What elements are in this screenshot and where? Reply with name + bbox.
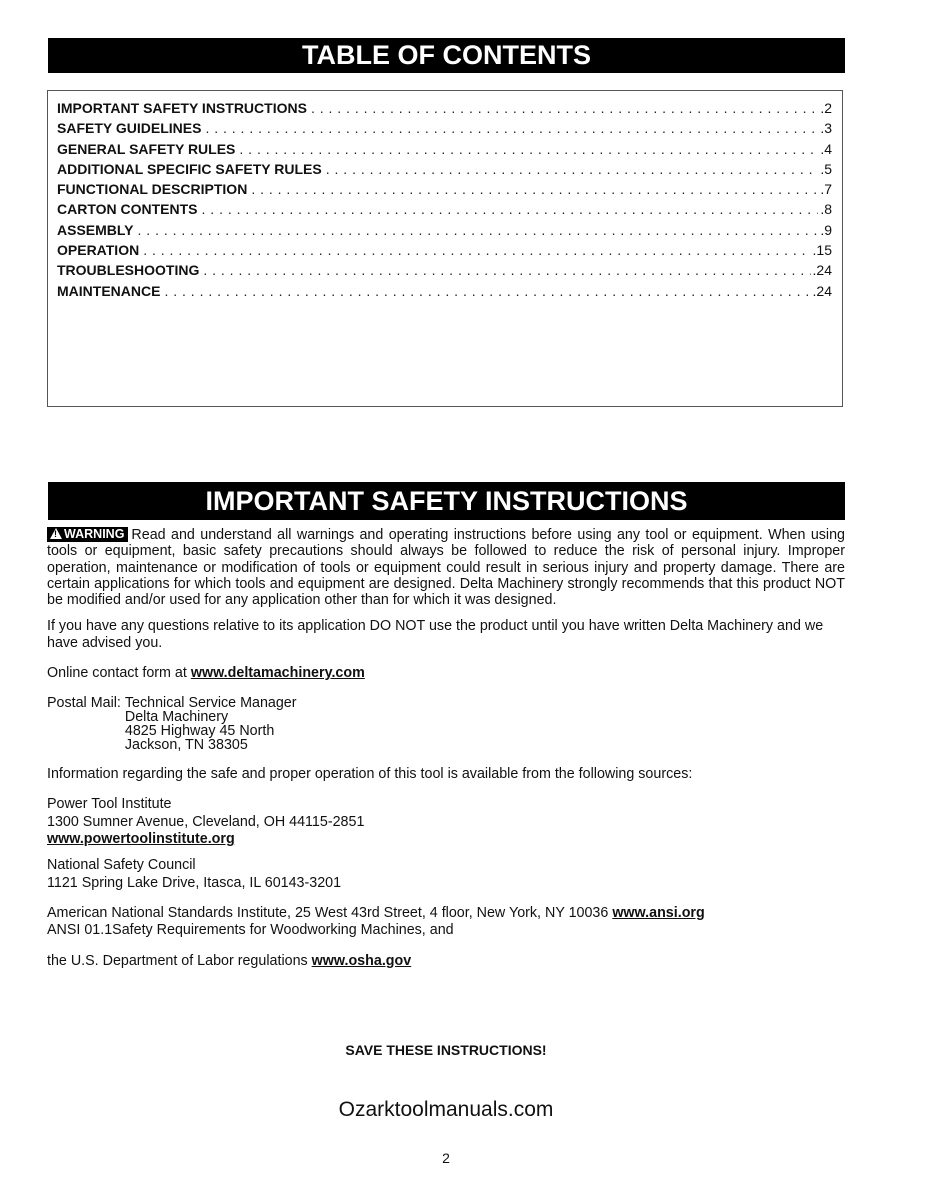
toc-entry-troubleshooting[interactable] [57,262,832,282]
pti-address: 1300 Sumner Avenue, Cleveland, OH 44115-2851 [47,813,365,830]
warning-badge [47,527,128,542]
toc-entry-title: CARTON CONTENTS [57,201,198,218]
postal-line: Technical Service Manager [124,695,297,712]
toc-entry-functional-description[interactable] [57,181,832,201]
postal-label: Postal Mail: [47,695,125,712]
pti-name: Power Tool Institute [47,796,172,813]
warning-text: Read and understand all warnings and operating instructions before using any tool or equipment. When using tools or equipment, basic safety precautions should always be followed to reduce the risk of personal injury. Improper operation, maintenance or modification of tools or equipment could result in serious injury and property damage. There are certain applications for which tools and equipment are designed. Delta Machinery strongly recommends that this product NOT be modified and/or used for any application other than for which it was designed. [47,527,845,609]
nsc-address: 1121 Spring Lake Drive, Itasca, IL 60143-3201 [47,874,342,891]
warning-paragraph [47,527,845,608]
toc-dot-leader [143,242,810,258]
toc-entry-safety-guidelines[interactable] [57,120,832,140]
warning-label: WARNING [64,527,125,541]
toc-entry-page: .4 [820,140,832,157]
toc-heading: TABLE OF CONTENTS [48,38,845,73]
toc-entry-title: SAFETY GUIDELINES [57,120,202,137]
toc-entry-important-safety[interactable] [57,100,832,120]
toc-entry-page: .24 [812,282,832,299]
osha-link[interactable]: www.osha.gov [311,952,412,969]
toc-entry-page: .2 [820,100,832,116]
info-sources-text: Information regarding the safe and proper operation of this tool is available from the following sources: [47,766,693,783]
toc-entry-title: IMPORTANT SAFETY INSTRUCTIONS [57,100,307,116]
toc-entry-page: .3 [820,120,832,137]
postal-line: 4825 Highway 45 North [124,722,275,739]
toc-dot-leader [138,222,819,238]
toc-dot-leader [326,161,819,177]
deltamachinery-link[interactable]: www.deltamachinery.com [190,665,365,682]
watermark-site: Ozarktoolmanuals.com [338,1098,554,1121]
toc-entry-title: FUNCTIONAL DESCRIPTION [57,181,248,198]
toc-entry-assembly[interactable] [57,222,832,242]
toc-entry-title: TROUBLESHOOTING [57,262,200,279]
online-contact-label: Online contact form at [47,665,191,682]
toc-list [57,100,832,303]
toc-entry-page: .9 [820,221,832,238]
powertoolinstitute-link[interactable]: www.powertoolinstitute.org [47,831,235,848]
toc-entry-title: MAINTENANCE [57,282,161,299]
ansi-line [47,905,845,921]
toc-dot-leader [164,283,810,299]
toc-box [47,90,843,407]
toc-dot-leader [311,100,818,116]
toc-entry-general-safety[interactable] [57,141,832,161]
osha-line [47,953,845,969]
toc-entry-additional-safety[interactable] [57,161,832,181]
ansi-link[interactable]: www.ansi.org [612,904,705,921]
safety-content [47,527,845,969]
toc-entry-maintenance[interactable] [57,283,832,303]
toc-entry-title: ASSEMBLY [57,221,134,238]
save-instructions-text: SAVE THESE INSTRUCTIONS! [345,1042,547,1058]
toc-entry-title: ADDITIONAL SPECIFIC SAFETY RULES [57,160,322,177]
postal-line: Jackson, TN 38305 [124,736,248,753]
toc-dot-leader [205,120,818,136]
ansi-standard-line: ANSI 01.1Safety Requirements for Woodworking Machines, and [47,922,454,939]
page-number: 2 [442,1150,450,1166]
postal-address [47,695,845,752]
toc-entry-page: .7 [820,181,832,198]
toc-dot-leader [251,181,818,197]
online-contact-line [47,665,845,681]
toc-dot-leader [203,262,810,278]
toc-entry-page: .24 [812,262,832,279]
postal-line: Delta Machinery [124,709,229,726]
questions-paragraph: If you have any questions relative to its application DO NOT use the product until you have written Delta Machinery and we have advised you. [47,618,824,651]
toc-dot-leader [202,201,819,217]
toc-dot-leader [239,141,818,157]
toc-entry-title: OPERATION [57,242,140,259]
osha-text: the U.S. Department of Labor regulations [47,952,312,969]
safety-heading: IMPORTANT SAFETY INSTRUCTIONS [48,482,845,520]
ansi-text: American National Standards Institute, 25 West 43rd Street, 4 floor, New York, NY 10036 [47,904,613,921]
toc-entry-page: .15 [812,242,832,259]
toc-entry-page: .8 [820,201,832,218]
toc-entry-title: GENERAL SAFETY RULES [57,140,236,157]
toc-entry-page: .5 [820,160,832,177]
postal-lines [125,695,297,752]
nsc-name: National Safety Council [47,857,196,874]
toc-entry-operation[interactable] [57,242,832,262]
warning-triangle-icon: ! [50,528,62,539]
toc-entry-carton-contents[interactable] [57,201,832,221]
